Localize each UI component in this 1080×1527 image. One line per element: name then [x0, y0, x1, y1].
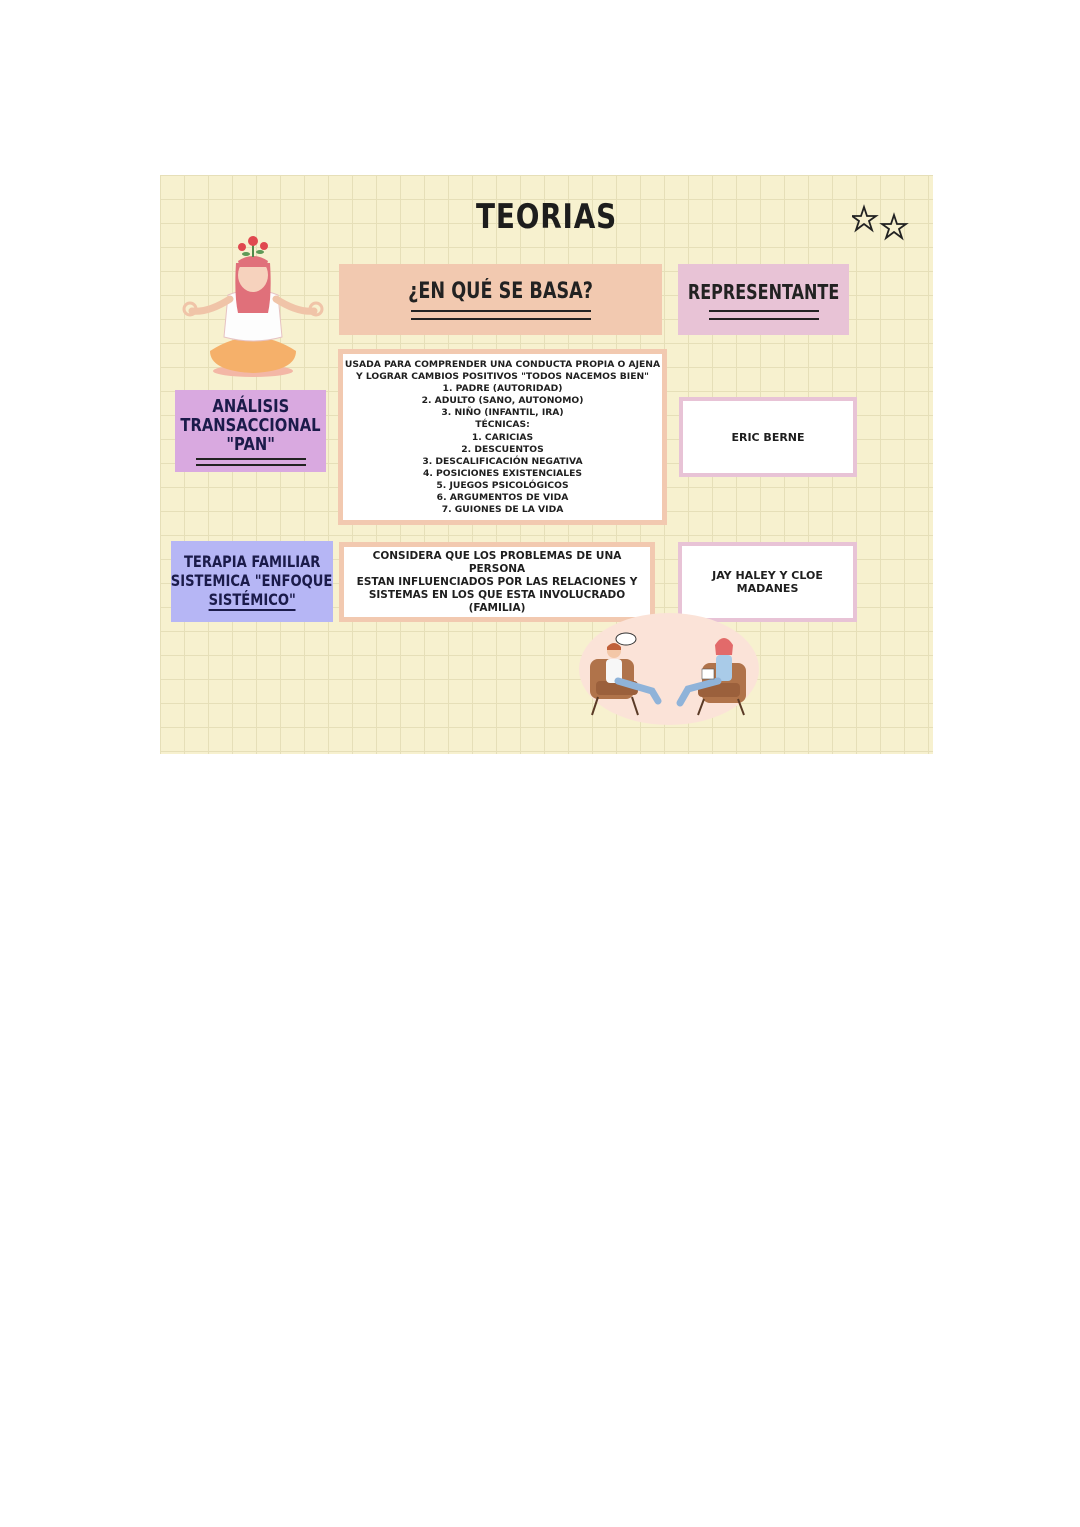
representative-box-systemic-family-therapy [678, 542, 857, 622]
representative-box-transactional-analysis [679, 397, 857, 477]
basis-line: 3. DESCALIFICACIÓN NEGATIVA [422, 455, 583, 467]
basis-line: ESTAN INFLUENCIADOS POR LAS RELACIONES Y [356, 575, 638, 588]
theory-label-transactional-analysis [175, 390, 326, 472]
basis-line: 5. JUEGOS PSICOLÓGICOS [436, 479, 569, 491]
basis-box-transactional-analysis [338, 349, 667, 525]
double-underline [411, 310, 591, 320]
theory-name-line: SISTÉMICO" [208, 590, 296, 609]
representative-header [678, 264, 849, 335]
therapy-session-illustration [578, 611, 760, 726]
basis-line: 2. ADULTO (SANO, AUTONOMO) [421, 395, 584, 407]
star-icon [882, 215, 906, 238]
theory-name-line: TRANSACCIONAL [180, 414, 321, 436]
basis-line: 1. CARICIAS [471, 431, 534, 443]
basis-line: 4. POSICIONES EXISTENCIALES [422, 467, 583, 479]
basis-line: USADA PARA COMPRENDER UNA CONDUCTA PROPIA O AJENA [344, 359, 661, 370]
theory-name-line: "PAN" [226, 433, 275, 455]
basis-line: 3. NIÑO (INFANTIL, IRA) [441, 407, 564, 419]
basis-line: TÉCNICAS: [475, 419, 530, 431]
representative-name: ERIC BERNE [731, 430, 805, 444]
theory-name-line: TERAPIA FAMILIAR [183, 552, 321, 571]
theories-board [160, 175, 933, 754]
stars-icon [852, 203, 912, 243]
basis-line: 1. PADRE (AUTORIDAD) [442, 383, 563, 395]
basis-line: Y LOGRAR CAMBIOS POSITIVOS "TODOS NACEMOS BIEN" [356, 371, 649, 383]
representative-name: JAY HALEY Y CLOE MADANES [712, 569, 823, 595]
star-icon [852, 207, 876, 230]
basis-line: CONSIDERA QUE LOS PROBLEMAS DE UNA PERSONA [372, 549, 622, 575]
theory-name-line: ANÁLISIS [212, 395, 289, 417]
page-title: TEORIAS [475, 197, 617, 237]
basis-line: 7. GUIONES DE LA VIDA [441, 504, 564, 516]
representative-header-label: REPRESENTANTE [687, 279, 840, 304]
basis-header-label: ¿EN QUÉ SE BASA? [408, 279, 593, 304]
basis-box-systemic-family-therapy [339, 542, 655, 622]
basis-line: SISTEMAS EN LOS QUE ESTA INVOLUCRADO (FAMILIA) [368, 588, 626, 614]
theory-name-line: SISTEMICA "ENFOQUE [171, 571, 333, 590]
double-underline [196, 458, 306, 466]
basis-header [339, 264, 662, 335]
basis-line: 6. ARGUMENTOS DE VIDA [436, 492, 569, 504]
basis-line: 2. DESCUENTOS [461, 443, 544, 455]
meditating-woman-illustration [178, 233, 328, 383]
double-underline [709, 310, 819, 320]
theory-label-systemic-family-therapy [171, 541, 333, 622]
